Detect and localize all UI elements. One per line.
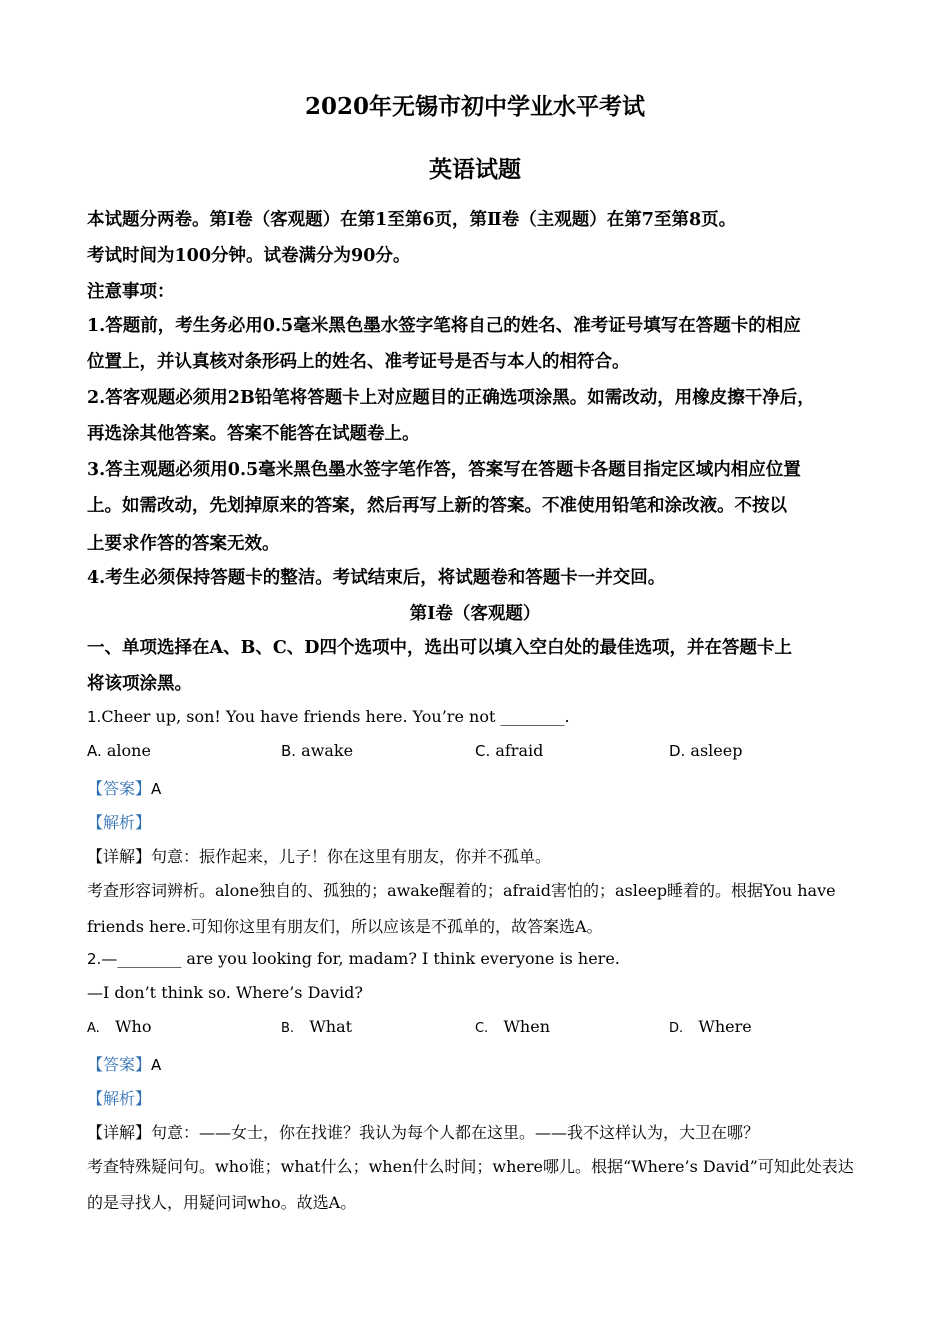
q1-option-c [475, 741, 543, 760]
note-3b: 上。如需改动，先划掉原来的答案，然后再写上新的答案。不准使用铅笔和涂改液。不按以 [87, 496, 787, 516]
question-text: Cheer up, son! You have friends here. You’re not ________. [101, 707, 570, 726]
answer-label: 【答案】 [87, 1055, 152, 1074]
exam-subtitle: 英语试题 [429, 156, 521, 183]
option-text: alone [106, 741, 151, 760]
question-number: 1. [87, 708, 102, 726]
q2-analysis-label: 【解析】 [87, 1089, 152, 1108]
q1-option-b [281, 741, 353, 760]
section-instruction-a: 一、单项选择在A、B、C、D四个选项中，选出可以填入空白处的最佳选项，并在答题卡上 [87, 638, 792, 658]
answer-value: A [151, 780, 162, 798]
note-3c: 上要求作答的答案无效。 [87, 534, 280, 554]
note-1a: 1.答题前，考生务必用0.5毫米黑色墨水签字笔将自己的姓名、准考证号填写在答题卡的相应 [87, 316, 801, 336]
q2-answer [87, 1052, 161, 1075]
option-text: afraid [495, 741, 544, 760]
q2-explain-a: 考查特殊疑问句。who谁；what什么；when什么时间；where哪儿。根据“Where’s David”可知此处表达 [87, 1157, 854, 1176]
detail-label: 【详解】 [87, 1123, 152, 1142]
q2-option-b [281, 1017, 352, 1036]
note-1b: 位置上，并认真核对条形码上的姓名、准考证号是否与本人的相符合。 [87, 352, 630, 372]
option-text: What [309, 1017, 353, 1036]
notes-heading: 注意事项： [87, 282, 175, 302]
q2-explain-b: 的是寻找人，用疑问词who。故选A。 [87, 1193, 357, 1212]
q1-option-a [87, 741, 151, 760]
question-2 [87, 949, 620, 968]
detail-text: 句意：振作起来，儿子！你在这里有朋友，你并不孤单。 [151, 847, 552, 866]
question-1 [87, 707, 570, 726]
section-instruction-b: 将该项涂黑。 [87, 674, 192, 694]
option-letter: C. [475, 1021, 489, 1036]
answer-value: A [151, 1056, 162, 1074]
q1-explain-a: 考查形容词辨析。alone独自的、孤独的；awake醒着的；afraid害怕的；asleep睡着的。根据You have [87, 881, 836, 900]
option-text: asleep [690, 741, 743, 760]
exam-title: 2020年无锡市初中学业水平考试 [304, 93, 645, 120]
note-2a: 2.答客观题必须用2B铅笔将答题卡上对应题目的正确选项涂黑。如需改动，用橡皮擦干净后， [87, 388, 815, 408]
note-3a: 3.答主观题必须用0.5毫米黑色墨水签字笔作答，答案写在答题卡各题目指定区域内相应位置 [87, 460, 801, 480]
option-text: Who [115, 1017, 152, 1036]
q1-analysis-label: 【解析】 [87, 813, 152, 832]
q1-explain-b: friends here.可知你这里有朋友们，所以应该是不孤单的，故答案选A。 [87, 917, 603, 936]
option-text: Where [698, 1017, 752, 1036]
q2-option-d [669, 1017, 752, 1036]
note-2b: 再选涂其他答案。答案不能答在试题卷上。 [87, 424, 420, 444]
option-letter: D. [669, 1021, 684, 1036]
option-letter: B. [281, 742, 297, 760]
q2-option-c [475, 1017, 550, 1036]
detail-label: 【详解】 [87, 847, 152, 866]
q1-answer [87, 776, 161, 799]
option-text: When [503, 1017, 551, 1036]
section-title: 第Ⅰ卷（客观题） [409, 604, 541, 624]
option-letter: A. [87, 1021, 100, 1036]
option-text: awake [301, 741, 354, 760]
intro-line-2: 考试时间为100分钟。试卷满分为90分。 [87, 246, 411, 266]
option-letter: D. [669, 742, 686, 760]
option-letter: C. [475, 742, 491, 760]
question-text: —________ are you looking for, madam? I think everyone is here. [101, 949, 620, 968]
option-letter: A. [87, 742, 102, 760]
q2-reply: —I don’t think so. Where’s David? [87, 983, 363, 1002]
intro-line-1: 本试题分两卷。第Ⅰ卷（客观题）在第1至第6页，第Ⅱ卷（主观题）在第7至第8页。 [87, 210, 737, 230]
note-4: 4.考生必须保持答题卡的整洁。考试结束后，将试题卷和答题卡一并交回。 [87, 568, 666, 588]
q2-option-a [87, 1017, 151, 1036]
answer-label: 【答案】 [87, 779, 152, 798]
option-letter: B. [281, 1021, 295, 1036]
q2-detail [87, 1120, 759, 1143]
detail-text: 句意：——女士，你在找谁？我认为每个人都在这里。——我不这样认为，大卫在哪？ [151, 1123, 760, 1142]
question-number: 2. [87, 950, 102, 968]
q1-detail [87, 844, 551, 867]
q1-option-d [669, 741, 742, 760]
